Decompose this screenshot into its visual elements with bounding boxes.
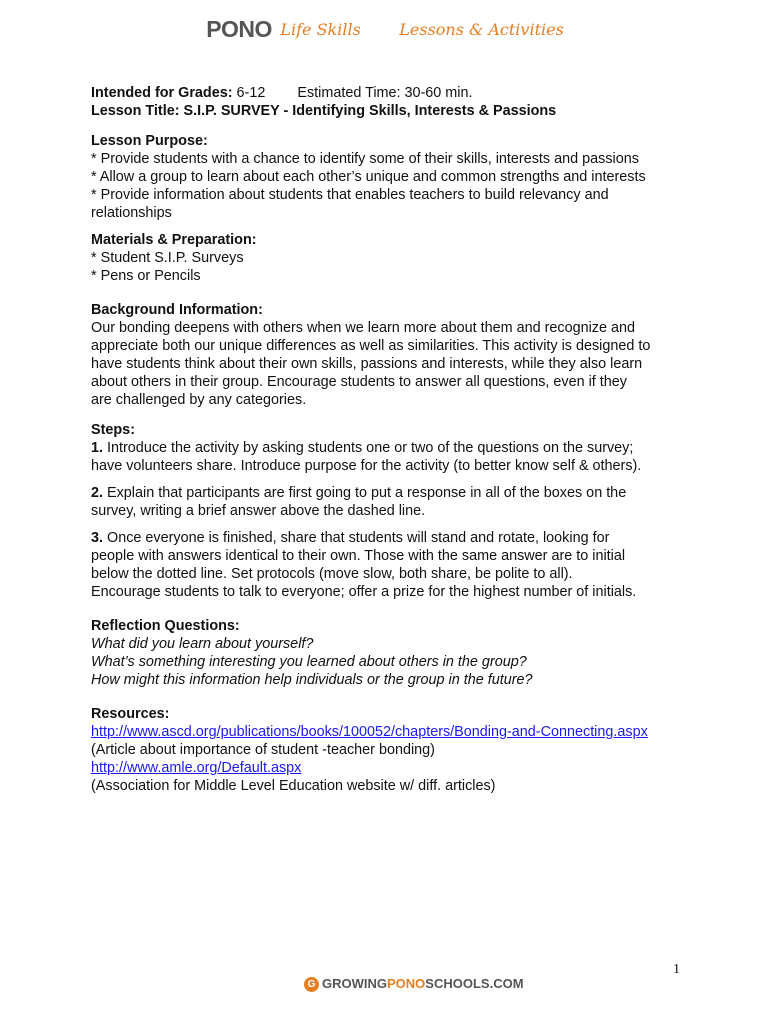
reflection-heading: Reflection Questions: [91, 618, 240, 634]
background-line: about others in their group. Encourage students to answer all questions, even if they [91, 374, 627, 390]
lesson-meta [91, 84, 691, 102]
step-2 [91, 484, 691, 520]
purpose-item: * Provide students with a chance to identify some of their skills, interests and passions [91, 151, 639, 167]
resource-note: (Association for Middle Level Education website w/ diff. articles) [91, 778, 496, 794]
step-line: Explain that participants are first going to put a response in all of the boxes on the [103, 485, 627, 501]
background-line: are challenged by any categories. [91, 392, 307, 408]
step-line: Once everyone is finished, share that students will stand and rotate, looking for [103, 530, 610, 546]
page-number: 1 [673, 962, 680, 977]
background-section [91, 301, 691, 409]
steps-section [91, 421, 691, 601]
reflection-question: What’s something interesting you learned about others in the group? [91, 654, 527, 670]
background-line: have students think about their own skills, passions and interests, while they also learn [91, 356, 643, 372]
step-number: 2. [91, 485, 104, 501]
logo-text-growing: GROWING [322, 976, 387, 991]
steps-heading: Steps: [91, 422, 135, 438]
lesson-content [91, 84, 691, 795]
purpose-item: relationships [91, 205, 172, 221]
grades-label: Intended for Grades: [91, 85, 233, 101]
reflection-question: How might this information help individuals or the group in the future? [91, 672, 533, 688]
materials-item: * Pens or Pencils [91, 268, 201, 284]
grades-value: 6-12 [236, 85, 266, 101]
step-line: survey, writing a brief answer above the dashed line. [91, 503, 426, 519]
resources-section [91, 705, 691, 795]
background-line: appreciate both our unique differences as well as similarities. This activity is designed to [91, 338, 651, 354]
step-line: below the dotted line. Set protocols (move slow, both share, be polite to all). [91, 566, 573, 582]
materials-section [91, 231, 691, 285]
background-line: Our bonding deepens with others when we learn more about them and recognize and [91, 320, 635, 336]
purpose-section [91, 132, 691, 222]
step-line: Introduce the activity by asking students one or two of the questions on the survey; [103, 440, 634, 456]
materials-heading: Materials & Preparation: [91, 232, 257, 248]
resource-link-ascd[interactable]: http://www.ascd.org/publications/books/100052/chapters/Bonding-and-Connecting.aspx [91, 724, 648, 740]
resources-heading: Resources: [91, 706, 170, 722]
logo-text-pono: PONO [387, 976, 426, 991]
materials-item: * Student S.I.P. Surveys [91, 250, 244, 266]
estimated-time: Estimated Time: 30-60 min. [297, 85, 473, 101]
step-number: 3. [91, 530, 104, 546]
purpose-item: * Provide information about students that enables teachers to build relevancy and [91, 187, 609, 203]
logo-text-schools: SCHOOLS.COM [425, 976, 524, 991]
brand-subtitle: Life Skills [280, 20, 361, 39]
footer-logo [304, 976, 524, 992]
lesson-title: Lesson Title: S.I.P. SURVEY - Identifying Skills, Interests & Passions [91, 103, 557, 119]
reflection-section [91, 617, 691, 689]
purpose-heading: Lesson Purpose: [91, 133, 208, 149]
section-title: Lessons & Activities [399, 20, 564, 39]
step-line: Encourage students to talk to everyone; offer a prize for the highest number of initials. [91, 584, 637, 600]
background-heading: Background Information: [91, 302, 263, 318]
step-line: have volunteers share. Introduce purpose for the activity (to better know self & others). [91, 458, 642, 474]
step-3 [91, 529, 691, 601]
brand-name: PONO [206, 16, 272, 42]
resource-link-amle[interactable]: http://www.amle.org/Default.aspx [91, 760, 302, 776]
resource-note: (Article about importance of student -teacher bonding) [91, 742, 435, 758]
purpose-item: * Allow a group to learn about each other’s unique and common strengths and interests [91, 169, 646, 185]
page-footer [0, 962, 770, 998]
step-number: 1. [91, 440, 104, 456]
step-1 [91, 439, 691, 475]
reflection-question: What did you learn about yourself? [91, 636, 314, 652]
step-line: people with answers identical to their own. Those with the same answer are to initial [91, 548, 626, 564]
sun-logo-icon: G [304, 977, 319, 992]
page-header [0, 16, 770, 43]
